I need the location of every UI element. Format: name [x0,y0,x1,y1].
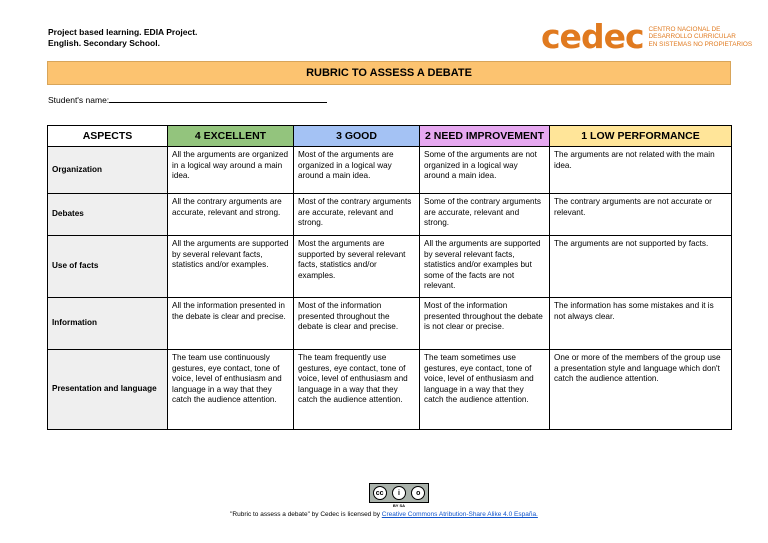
row-cell: All the arguments are organized in a logical way around a main idea. [168,147,294,194]
table-row [48,147,732,194]
row-cell: All the contrary arguments are accurate, relevant and strong. [168,194,294,236]
table-row [48,298,732,350]
row-cell: The arguments are not related with the main idea. [550,147,732,194]
header-line-2: English. Secondary School. [48,38,160,48]
row-cell: The team use continuously gestures, eye contact, tone of voice, level of enthusiasm and language in a way that they catch the audience attention. [168,350,294,430]
footer-text: "Rubric to assess a debate" by Cedec is licensed by [230,511,382,518]
row-cell: The team frequently use gestures, eye contact, tone of voice, level of enthusiasm and language in a way that they catch the audience attention. [294,350,420,430]
logo-tagline-2: DESARROLLO CURRICULAR [648,33,736,41]
table-header-row [48,126,732,147]
table-row [48,236,732,298]
logo-tagline [649,26,753,49]
row-cell: The contrary arguments are not accurate or relevant. [550,194,732,236]
logo-tagline-3: EN SISTEMAS NO PROPIETARIOS [648,40,753,48]
row-aspect: Presentation and language [48,350,168,430]
row-aspect: Debates [48,194,168,236]
row-cell: All the information presented in the debate is clear and precise. [168,298,294,350]
logo-wordmark: cedec [541,17,644,56]
row-cell: Most of the information presented throughout the debate is not clear or precise. [420,298,550,350]
row-cell: The information has some mistakes and it is not always clear. [550,298,732,350]
table-row [48,350,732,430]
header-need-improvement: 2 NEED IMPROVEMENT [420,126,550,147]
row-aspect: Use of facts [48,236,168,298]
row-cell: All the arguments are supported by several relevant facts, statistics and/or examples. [168,236,294,298]
license-badge-text: BY SA [392,503,406,508]
student-name-label: Student's name: [48,95,110,105]
row-cell: One or more of the members of the group use a presentation style and language which don't catch the audience attention. [550,350,732,430]
rubric-table [47,125,732,430]
license-link[interactable]: Creative Commons Atribution-Share Alike 4.0 España. [381,511,538,518]
share-alike-icon: o [411,486,425,500]
row-cell: Most of the contrary arguments are accurate, relevant and strong. [294,194,420,236]
header-aspects: ASPECTS [48,126,168,147]
row-aspect: Information [48,298,168,350]
page-title: RUBRIC TO ASSESS A DEBATE [47,61,731,85]
header-excellent: 4 EXCELLENT [168,126,294,147]
row-cell: Most of the arguments are organized in a logical way around a main idea. [294,147,420,194]
row-cell: The arguments are not supported by facts. [550,236,732,298]
creative-commons-badge[interactable] [369,483,429,503]
cc-icon: cc [373,486,387,500]
row-aspect: Organization [48,147,168,194]
row-cell: All the arguments are supported by several relevant facts, statistics and/or examples but some of the facts are not relevant. [420,236,550,298]
by-attribution-icon: i [392,486,406,500]
table-row [48,194,732,236]
row-cell: Some of the contrary arguments are accurate, relevant and strong. [420,194,550,236]
student-name-line[interactable] [109,94,327,103]
student-name-field[interactable] [48,94,327,105]
row-cell: The team sometimes use gestures, eye contact, tone of voice, level of enthusiasm and language in a way that they catch the audience attention. [420,350,550,430]
logo-tagline-1: CENTRO NACIONAL DE [648,25,721,33]
cedec-logo [541,17,753,56]
row-cell: Some of the arguments are not organized in a logical way around a main idea. [420,147,550,194]
row-cell: Most the arguments are supported by several relevant facts, statistics and/or examples. [294,236,420,298]
document-header [48,27,197,49]
header-low-performance: 1 LOW PERFORMANCE [550,126,732,147]
header-good: 3 GOOD [294,126,420,147]
row-cell: Most of the information presented throughout the debate is clear and precise. [294,298,420,350]
header-line-1: Project based learning. EDIA Project. [48,27,198,37]
license-footer [0,511,768,518]
